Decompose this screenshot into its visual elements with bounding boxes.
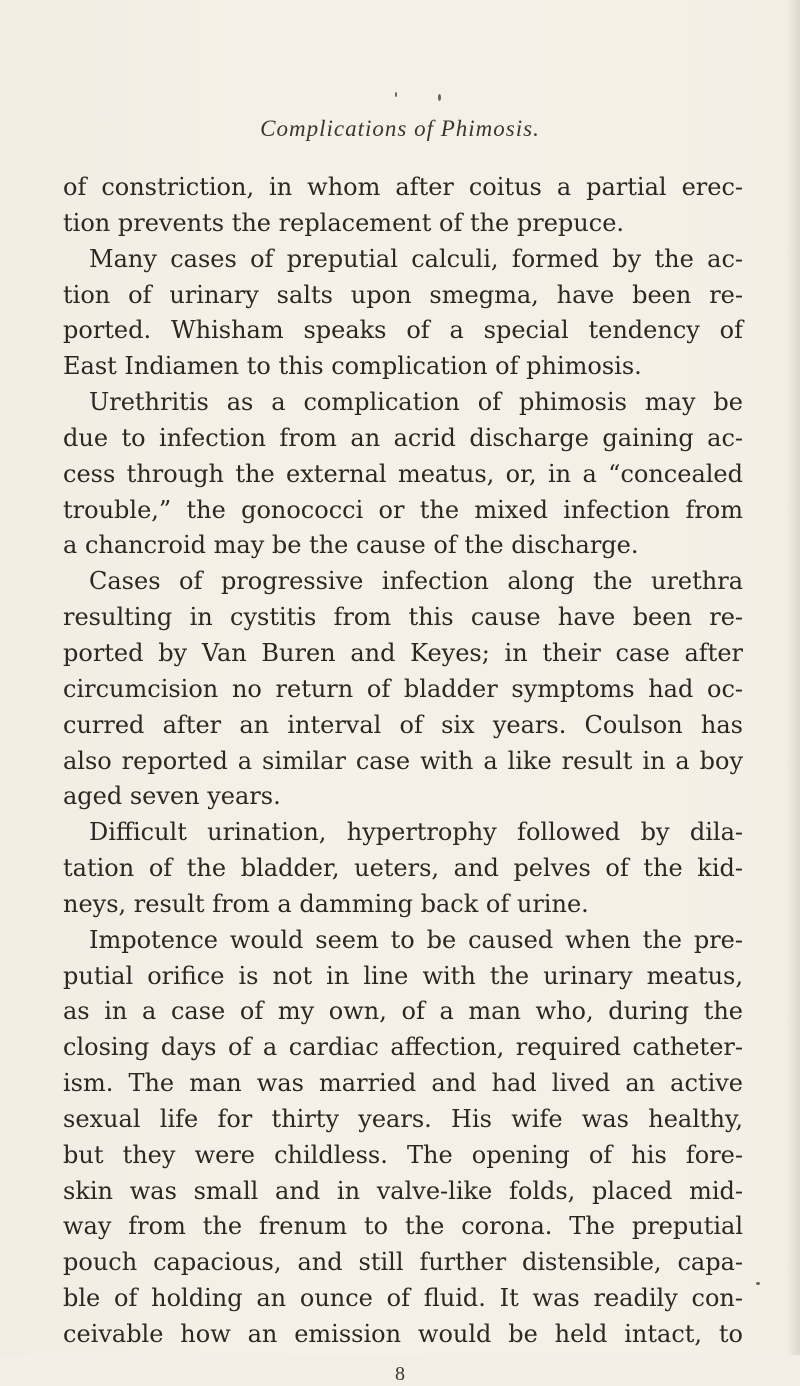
text-line: ported by Van Buren and Keyes; in their case after <box>63 638 743 667</box>
text-line: ported. Whisham speaks of a special tendency of <box>63 316 743 345</box>
body-text <box>63 170 743 1353</box>
print-speck <box>395 92 397 97</box>
text-line: due to infection from an acrid discharge gaining ac- <box>63 423 743 452</box>
page-number: 8 <box>395 1363 405 1386</box>
text-line: as in a case of my own, of a man who, during the <box>63 997 743 1026</box>
text-line: sexual life for thirty years. His wife was healthy, <box>63 1104 743 1133</box>
text-line: putial orifice is not in line with the urinary meatus, <box>63 961 743 990</box>
text-line: Difficult urination, hypertrophy followed by dila- <box>89 818 743 847</box>
text-line: Urethritis as a complication of phimosis may be <box>89 388 743 417</box>
text-line: Impotence would seem to be caused when the pre- <box>89 925 743 954</box>
text-line: ceivable how an emission would be held intact, to <box>63 1320 743 1348</box>
text-line: pouch capacious, and still further distensible, capa- <box>63 1248 743 1277</box>
text-line: tion prevents the replacement of the prepuce. <box>63 208 625 237</box>
print-speck <box>756 1282 760 1285</box>
text-line: resulting in cystitis from this cause have been re- <box>63 603 743 632</box>
text-line: neys, result from a damming back of urine. <box>63 889 589 918</box>
text-line: aged seven years. <box>63 782 281 811</box>
text-line: but they were childless. The opening of his fore- <box>63 1140 743 1169</box>
text-line: way from the frenum to the corona. The preputial <box>63 1212 743 1241</box>
text-line: also reported a similar case with a like result in a boy <box>63 746 743 775</box>
text-line: ism. The man was married and had lived an active <box>63 1069 743 1098</box>
text-line: cess through the external meatus, or, in a “concealed <box>63 459 743 488</box>
text-line: Cases of progressive infection along the urethra <box>89 567 743 596</box>
text-line: closing days of a cardiac affection, required catheter- <box>63 1033 743 1062</box>
running-head: Complications of Phimosis. <box>260 116 540 141</box>
text-line: of constriction, in whom after coitus a partial erec- <box>63 173 743 201</box>
print-speck <box>438 94 441 101</box>
text-line: East Indiamen to this complication of phimosis. <box>63 352 642 381</box>
text-line: Many cases of preputial calculi, formed by the ac- <box>89 244 743 273</box>
text-line: trouble,” the gonococci or the mixed infection from <box>63 495 743 524</box>
text-line: a chancroid may be the cause of the discharge. <box>63 531 639 560</box>
text-line: circumcision no return of bladder symptoms had oc- <box>63 674 743 703</box>
text-line: skin was small and in valve-like folds, placed mid- <box>63 1176 743 1205</box>
text-line: tion of urinary salts upon smegma, have been re- <box>63 280 743 309</box>
page-binding-shadow <box>786 0 800 1355</box>
text-line: curred after an interval of six years. Coulson has <box>63 710 743 739</box>
text-line: tation of the bladder, ueters, and pelves of the kid- <box>63 854 743 883</box>
text-line: ble of holding an ounce of fluid. It was readily con- <box>63 1284 743 1313</box>
